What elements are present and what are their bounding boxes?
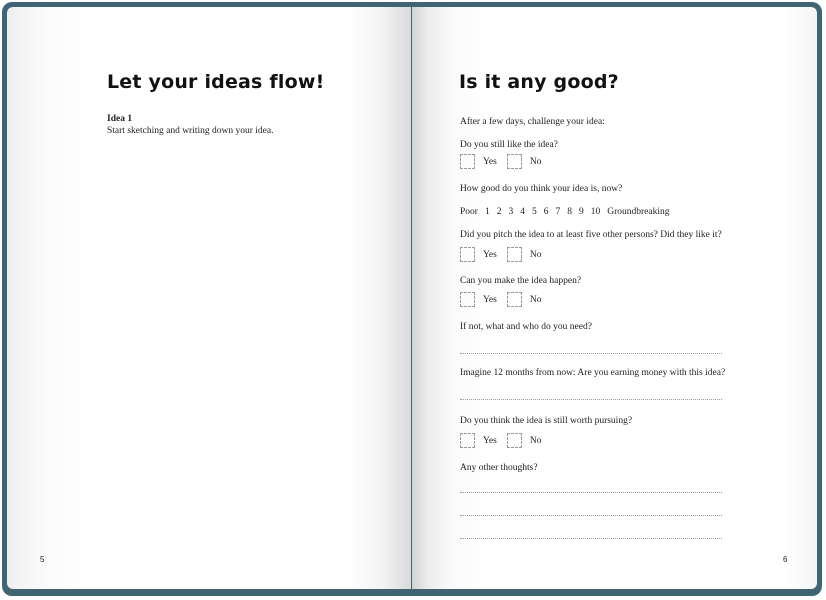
- left-page: [7, 7, 411, 589]
- pitch-options: [460, 246, 551, 263]
- pitch-no-checkbox[interactable]: [507, 247, 522, 262]
- page-number-right: 6: [783, 555, 788, 564]
- answer-line[interactable]: [460, 353, 722, 354]
- no-label: No: [529, 249, 542, 260]
- worth-pursuing-options: [460, 432, 551, 449]
- question-pitch: Did you pitch the idea to at least five other persons? Did they like it?: [460, 230, 722, 240]
- answer-line[interactable]: [460, 492, 722, 493]
- page-number-left: 5: [40, 555, 45, 564]
- make-happen-options: [460, 291, 551, 308]
- scale-option-3[interactable]: 3: [508, 207, 514, 217]
- scale-option-10[interactable]: 10: [590, 207, 601, 217]
- no-label: No: [529, 435, 542, 446]
- answer-line[interactable]: [460, 399, 722, 400]
- yes-label: Yes: [483, 294, 497, 305]
- scale-option-6[interactable]: 6: [543, 207, 549, 217]
- scale-option-5[interactable]: 5: [531, 207, 537, 217]
- question-still-like: Do you still like the idea?: [460, 140, 558, 150]
- question-make-happen: Can you make the idea happen?: [460, 276, 582, 286]
- no-label: No: [529, 156, 542, 167]
- question-12-months: Imagine 12 months from now: Are you earning money with this idea?: [460, 368, 726, 378]
- idea-title: Idea 1: [107, 114, 133, 124]
- still-like-options: [460, 153, 551, 170]
- scale-option-7[interactable]: 7: [555, 207, 561, 217]
- scale-option-9[interactable]: 9: [578, 207, 584, 217]
- still-like-yes-checkbox[interactable]: [460, 154, 475, 169]
- idea-instruction: Start sketching and writing down your idea.: [107, 126, 274, 136]
- scale-option-4[interactable]: 4: [520, 207, 525, 217]
- pitch-yes-checkbox[interactable]: [460, 247, 475, 262]
- yes-label: Yes: [483, 249, 497, 260]
- yes-label: Yes: [483, 435, 497, 446]
- question-what-who-needed: If not, what and who do you need?: [460, 322, 592, 332]
- intro-text: After a few days, challenge your idea:: [460, 117, 605, 127]
- scale-option-1[interactable]: 1: [484, 207, 490, 217]
- question-other-thoughts: Any other thoughts?: [460, 463, 538, 473]
- make-happen-no-checkbox[interactable]: [507, 292, 522, 307]
- answer-line[interactable]: [460, 538, 722, 539]
- right-page-heading: Is it any good?: [459, 71, 619, 93]
- worth-pursuing-yes-checkbox[interactable]: [460, 433, 475, 448]
- left-page-heading: Let your ideas flow!: [107, 71, 325, 93]
- worth-pursuing-no-checkbox[interactable]: [507, 433, 522, 448]
- question-worth-pursuing: Do you think the idea is still worth pursuing?: [460, 416, 633, 426]
- question-how-good: How good do you think your idea is, now?: [460, 184, 623, 194]
- rating-scale: [460, 207, 676, 217]
- answer-line[interactable]: [460, 515, 722, 516]
- open-book: [2, 2, 822, 596]
- still-like-no-checkbox[interactable]: [507, 154, 522, 169]
- yes-label: Yes: [483, 156, 497, 167]
- scale-high-label: Groundbreaking: [607, 207, 670, 217]
- scale-option-8[interactable]: 8: [567, 207, 572, 217]
- scale-low-label: Poor: [460, 207, 478, 217]
- right-page: [412, 7, 817, 589]
- scale-option-2[interactable]: 2: [496, 207, 502, 217]
- make-happen-yes-checkbox[interactable]: [460, 292, 475, 307]
- no-label: No: [529, 294, 542, 305]
